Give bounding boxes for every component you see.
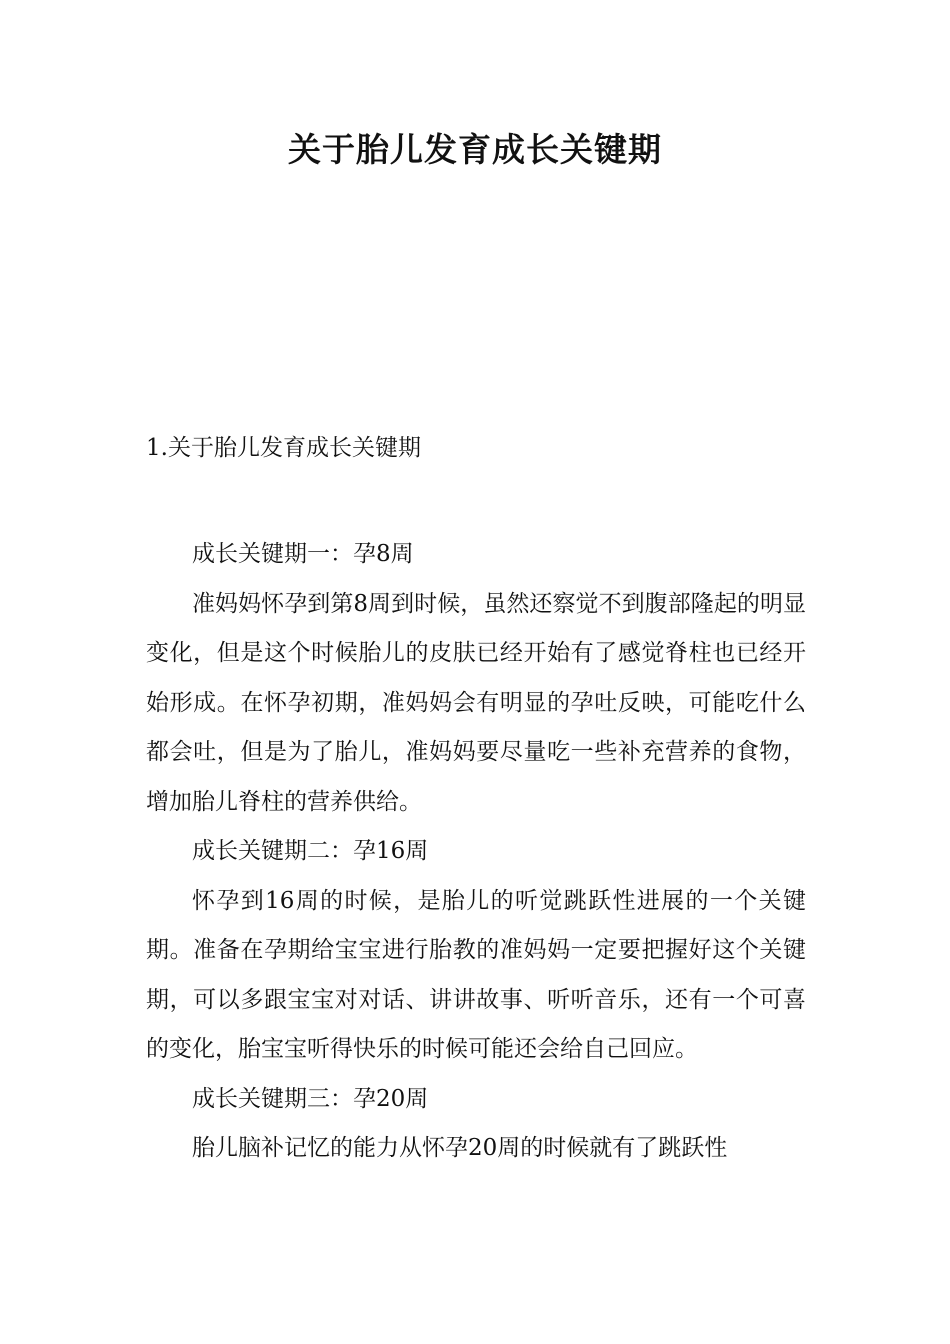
subheading-week-16: 成长关键期二：孕16周 <box>192 838 429 864</box>
subheading-week-20: 成长关键期三：孕20周 <box>192 1085 429 1112</box>
paragraph-week-20: 胎儿脑补记忆的能力从怀孕20周的时候就有了跳跃性 <box>192 1135 728 1161</box>
subheading-week-8: 成长关键期一：孕8周 <box>192 541 414 567</box>
page-title: 关于胎儿发育成长关键期 <box>288 130 662 169</box>
paragraph-week-8: 准妈妈怀孕到第8周到时候，虽然还察觉不到腹部隆起的明显变化，但是这个时候胎儿的皮肤已经开始有了感觉脊柱也已经开始形成。在怀孕初期，准妈妈会有明显的孕吐反映，可能吃什么都会吐，但是为了胎儿，准妈妈要尽量吃一些补充营养的食物，增加胎儿脊柱的营养供给。 <box>146 590 806 815</box>
document-body <box>146 530 806 1174</box>
paragraph-week-16: 怀孕到16周的时候，是胎儿的听觉跳跃性进展的一个关键期。准备在孕期给宝宝进行胎教的准妈妈一定要把握好这个关键期，可以多跟宝宝对对话、讲讲故事、听听音乐，还有一个可喜的变化，胎宝宝听得快乐的时候可能还会给自己回应。 <box>146 887 806 1062</box>
section-heading: 1.关于胎儿发育成长关键期 <box>146 435 421 461</box>
